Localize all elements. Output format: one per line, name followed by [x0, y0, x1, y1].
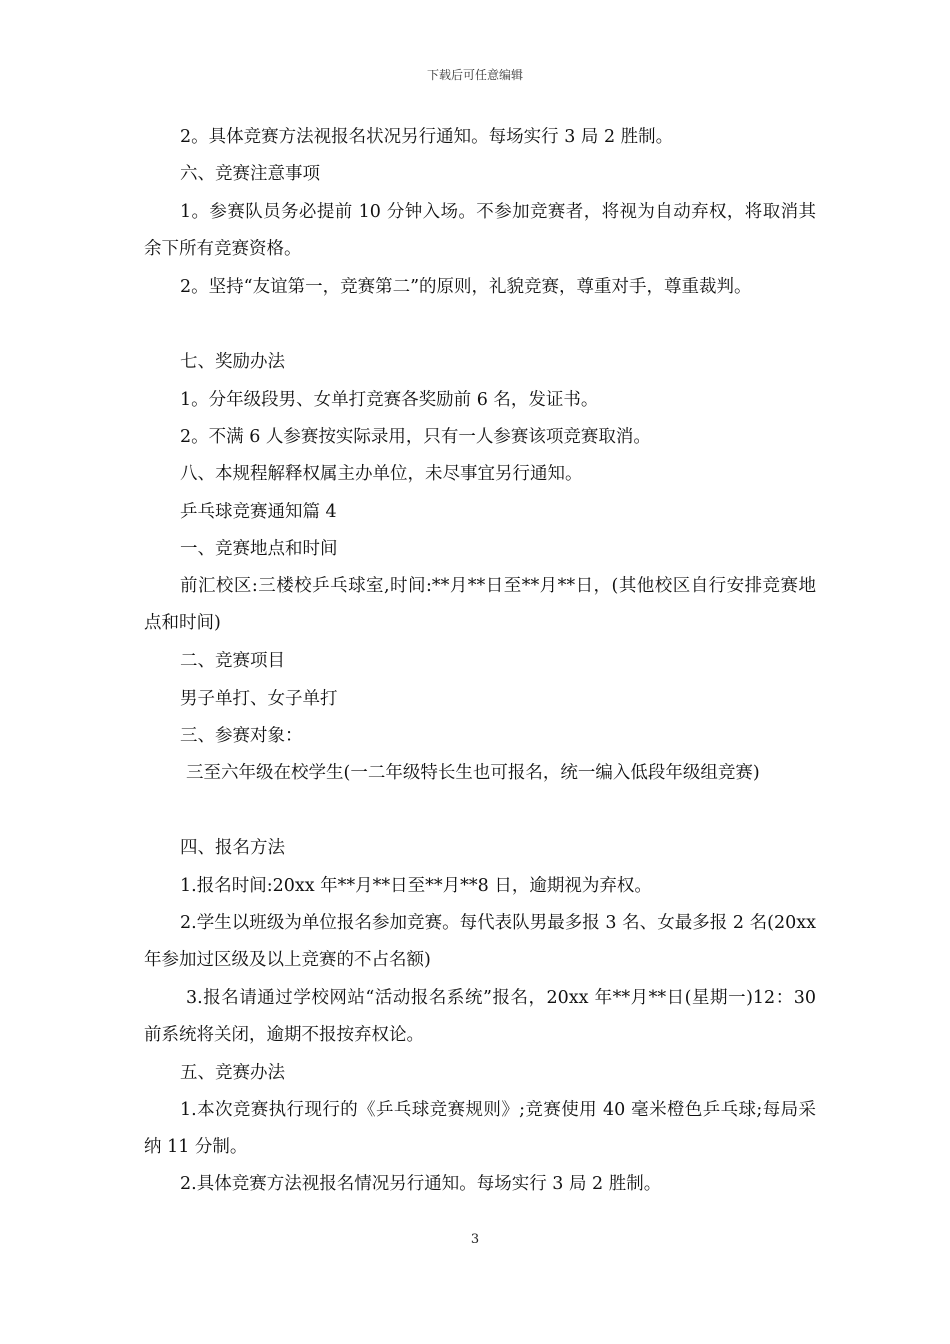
paragraph: 三至六年级在校学生(一二年级特长生也可报名，统一编入低段年级组竞赛)	[186, 763, 760, 783]
page-number: 3	[470, 1232, 480, 1247]
section-heading: 三、参赛对象：	[180, 726, 303, 746]
paragraph: 2。具体竞赛方法视报名状况另行通知。每场实行 3 局 2 胜制。	[180, 127, 674, 147]
article-title: 乒乓球竞赛通知篇 4	[180, 502, 337, 522]
paragraph: 2.学生以班级为单位报名参加竞赛。每代表队男最多报 3 名、女最多报 2 名(20xx 年参加过区级及以上竞赛的不占名额)	[144, 913, 816, 970]
section-heading: 七、奖励办法	[180, 352, 285, 372]
paragraph: 2。不满 6 人参赛按实际录用，只有一人参赛该项竞赛取消。	[180, 427, 651, 447]
paragraph: 1.报名时间:20xx 年**月**日至**月**8 日，逾期视为弃权。	[180, 876, 652, 896]
section-heading: 一、竞赛地点和时间	[180, 539, 338, 559]
paragraph: 1。分年级段男、女单打竞赛各奖励前 6 名，发证书。	[180, 390, 599, 410]
paragraph: 前汇校区:三楼校乒乓球室,时间:**月**日至**月**日，(其他校区自行安排竞赛地点和时间)	[144, 576, 816, 633]
section-heading: 二、竞赛项目	[180, 651, 285, 671]
page-header: 下载后可任意编辑	[426, 68, 523, 82]
section-heading: 六、竞赛注意事项	[180, 164, 320, 184]
paragraph: 男子单打、女子单打	[180, 689, 338, 709]
paragraph: 1。参赛队员务必提前 10 分钟入场。不参加竞赛者，将视为自动弃权，将取消其余下所有竞赛资格。	[144, 202, 816, 259]
section-heading: 四、报名方法	[180, 838, 285, 858]
paragraph: 八、本规程解释权属主办单位，未尽事宜另行通知。	[180, 464, 583, 484]
section-heading: 五、竞赛办法	[180, 1063, 285, 1083]
paragraph: 3.报名请通过学校网站“活动报名系统”报名，20xx 年**月**日(星期一)12：30 前系统将关闭，逾期不报按弃权论。	[144, 988, 816, 1045]
paragraph: 2.具体竞赛方法视报名情况另行通知。每场实行 3 局 2 胜制。	[180, 1174, 662, 1194]
paragraph: 1.本次竞赛执行现行的《乒乓球竞赛规则》;竞赛使用 40 毫米橙色乒乓球;每局采纳 11 分制。	[144, 1100, 816, 1157]
paragraph: 2。坚持“友谊第一，竞赛第二”的原则，礼貌竞赛，尊重对手，尊重裁判。	[180, 277, 752, 297]
